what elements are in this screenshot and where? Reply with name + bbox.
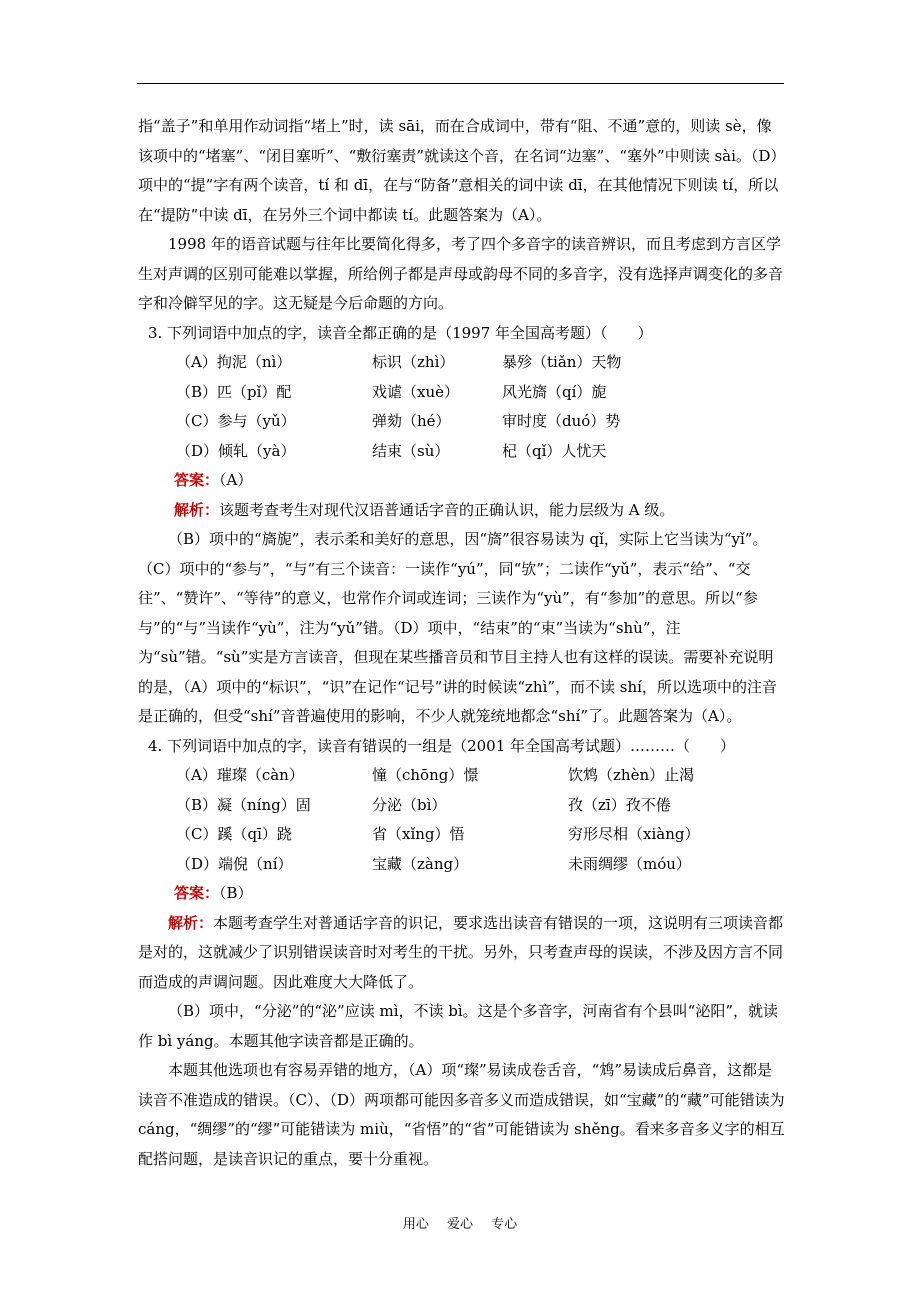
option-cell: 省（xǐng）悟: [372, 825, 465, 843]
option-cell: 暴殄（tiǎn）天物: [502, 353, 622, 371]
q4-detail-1: （B）项中，“分泌”的“泌”应读 mì，不读 bì。这是个多音字，河南省有个县叫“泌阳”，就读作 bì yáng。本题其他字读音都是正确的。: [138, 1002, 778, 1050]
header-rule: [137, 83, 784, 84]
option-cell: （B）凝（níng）固: [176, 795, 311, 814]
question-4: 4. 下列词语中加点的字，读音有错误的一组是（2001 年全国高考试题）………（ ）: [148, 736, 736, 755]
option-cell: 饮鸩（zhèn）止渴: [568, 766, 695, 784]
option-cell: （D）倾轧（yà）: [176, 441, 296, 460]
answer-label: 答案：: [174, 884, 220, 902]
q3-analysis: [138, 496, 786, 526]
answer-value: （B）: [219, 884, 253, 902]
option-cell: （C）蹊（qī）跷: [176, 825, 292, 843]
q4-option-row-a: [138, 761, 786, 791]
question-3: 3. 下列词语中加点的字，读音全都正确的是（1997 年全国高考题）（ ）: [148, 323, 653, 342]
option-cell: 戏谑（xuè）: [372, 382, 459, 401]
q4-detail-2: 本题其他选项也有容易弄错的地方，（A）项“璨”易读成卷舌音，“鸩”易读成后鼻音，这都是读音不准造成的错误。（C）、（D）两项都可能因多音多义而造成错误，如“宝藏”的“藏”可能错读为 cáng，“绸缪”的“缪”可能错读为 miù，“省悟”的“省”可能错读为 shěng。看来多音多义字的相互配搭问题，是读音识记的重点，要十分重视。: [138, 1061, 785, 1168]
analysis-label: 解析：: [168, 913, 214, 932]
option-cell: 憧（chōng）憬: [372, 766, 479, 784]
option-cell: （D）端倪（ní）: [176, 854, 293, 873]
analysis-text: 该题考查考生对现代汉语普通话字音的正确认识，能力层级为 A 级。: [219, 500, 675, 519]
document-body: [138, 112, 786, 1174]
q3-detail: （B）项中的“旖旎”，表示柔和美好的意思，因“旖”很容易读为 qǐ，实际上它当读为“yǐ”。（C）项中的“参与”，“与”有三个读音：一读作“yú”，同“欤”；二读作“yǔ”，表示“给”、“交往”、“赞许”、“等待”的意义，也常作介词或连词；三读作为“yù”，有“参加”的意思。所以“参与”的“与”当读作“yù”，注为“yǔ”错。（D）项中，“结束”的“束”当读为“shù”，注为“sù”错。“sù”实是方言读音，但现在某些播音员和节目主持人也有这样的误读。需要补充说明的是，（A）项中的“标识”，“识”在记作“记号”讲的时候读“zhì”，而不读 shí，所以选项中的注音是正确的，但受“shí”音普遍使用的影响，不少人就笼统地都念“shí”了。此题答案为（A）。: [138, 530, 777, 725]
q4-option-row-d: [138, 850, 786, 880]
q4-analysis: [138, 909, 786, 998]
q3-option-row-d: [138, 437, 786, 467]
option-cell: 标识（zhì）: [372, 353, 455, 371]
page-footer: 用心 爱心 专心: [402, 1217, 518, 1232]
option-cell: 孜（zī）孜不倦: [568, 795, 671, 814]
option-cell: 风光旖（qí）旎: [502, 382, 607, 401]
answer-value: （A）: [219, 471, 253, 489]
option-cell: （A）拘泥（nì）: [176, 353, 292, 371]
paragraph-1998-commentary: 1998 年的语音试题与往年比要简化得多，考了四个多音字的读音辨识，而且考虑到方言区学生对声调的区别可能难以掌握，所给例子都是声母或韵母不同的多音字，没有选择声调变化的多音字和冷僻罕见的字。这无疑是今后命题的方向。: [138, 235, 784, 312]
q3-answer: [138, 466, 786, 496]
q4-option-row-c: [138, 820, 786, 850]
option-cell: （C）参与（yǔ）: [176, 412, 296, 430]
paragraph-sai-analysis: 指“盖子”和单用作动词指“堵上”时，读 sāi，而在合成词中，带有“阻、不通”意的，则读 sè，像该项中的“堵塞”、“闭目塞听”、“敷衍塞责”就读这个音，在名词“边塞”、“塞外”中则读 sài。（D）项中的“提”字有两个读音，tí 和 dī，在与“防备”意相关的词中读 dī，在其他情况下则读 tí，所以在“提防”中读 dī，在另外三个词中都读 tí。此题答案为（A）。: [138, 117, 786, 224]
answer-label: 答案：: [174, 471, 220, 489]
option-cell: 结束（sù）: [372, 441, 450, 460]
q3-option-row-c: [138, 407, 786, 437]
option-cell: 审时度（duó）势: [502, 412, 621, 430]
option-cell: 宝藏（zàng）: [372, 854, 469, 873]
option-cell: 分泌（bì）: [372, 795, 447, 814]
option-cell: 穷形尽相（xiàng）: [568, 825, 700, 843]
analysis-text: 本题考查学生对普通话字音的识记，要求选出读音有错误的一项，这说明有三项读音都是对的，这就减少了识别错误读音时对考生的干扰。另外，只考查声母的误读，不涉及因方言不同而造成的声调问题。因此难度大大降低了。: [138, 913, 784, 991]
q4-option-row-b: [138, 791, 786, 821]
option-cell: （B）匹（pǐ）配: [176, 382, 292, 401]
q4-answer: [138, 879, 786, 909]
option-cell: 未雨绸缪（móu）: [568, 854, 691, 873]
option-cell: 弹劾（hé）: [372, 412, 451, 430]
analysis-label: 解析：: [174, 500, 220, 519]
option-cell: （A）璀璨（càn）: [176, 766, 304, 784]
q3-option-row-b: [138, 378, 786, 408]
q3-option-row-a: [138, 348, 786, 378]
option-cell: 杞（qǐ）人忧天: [502, 441, 607, 460]
